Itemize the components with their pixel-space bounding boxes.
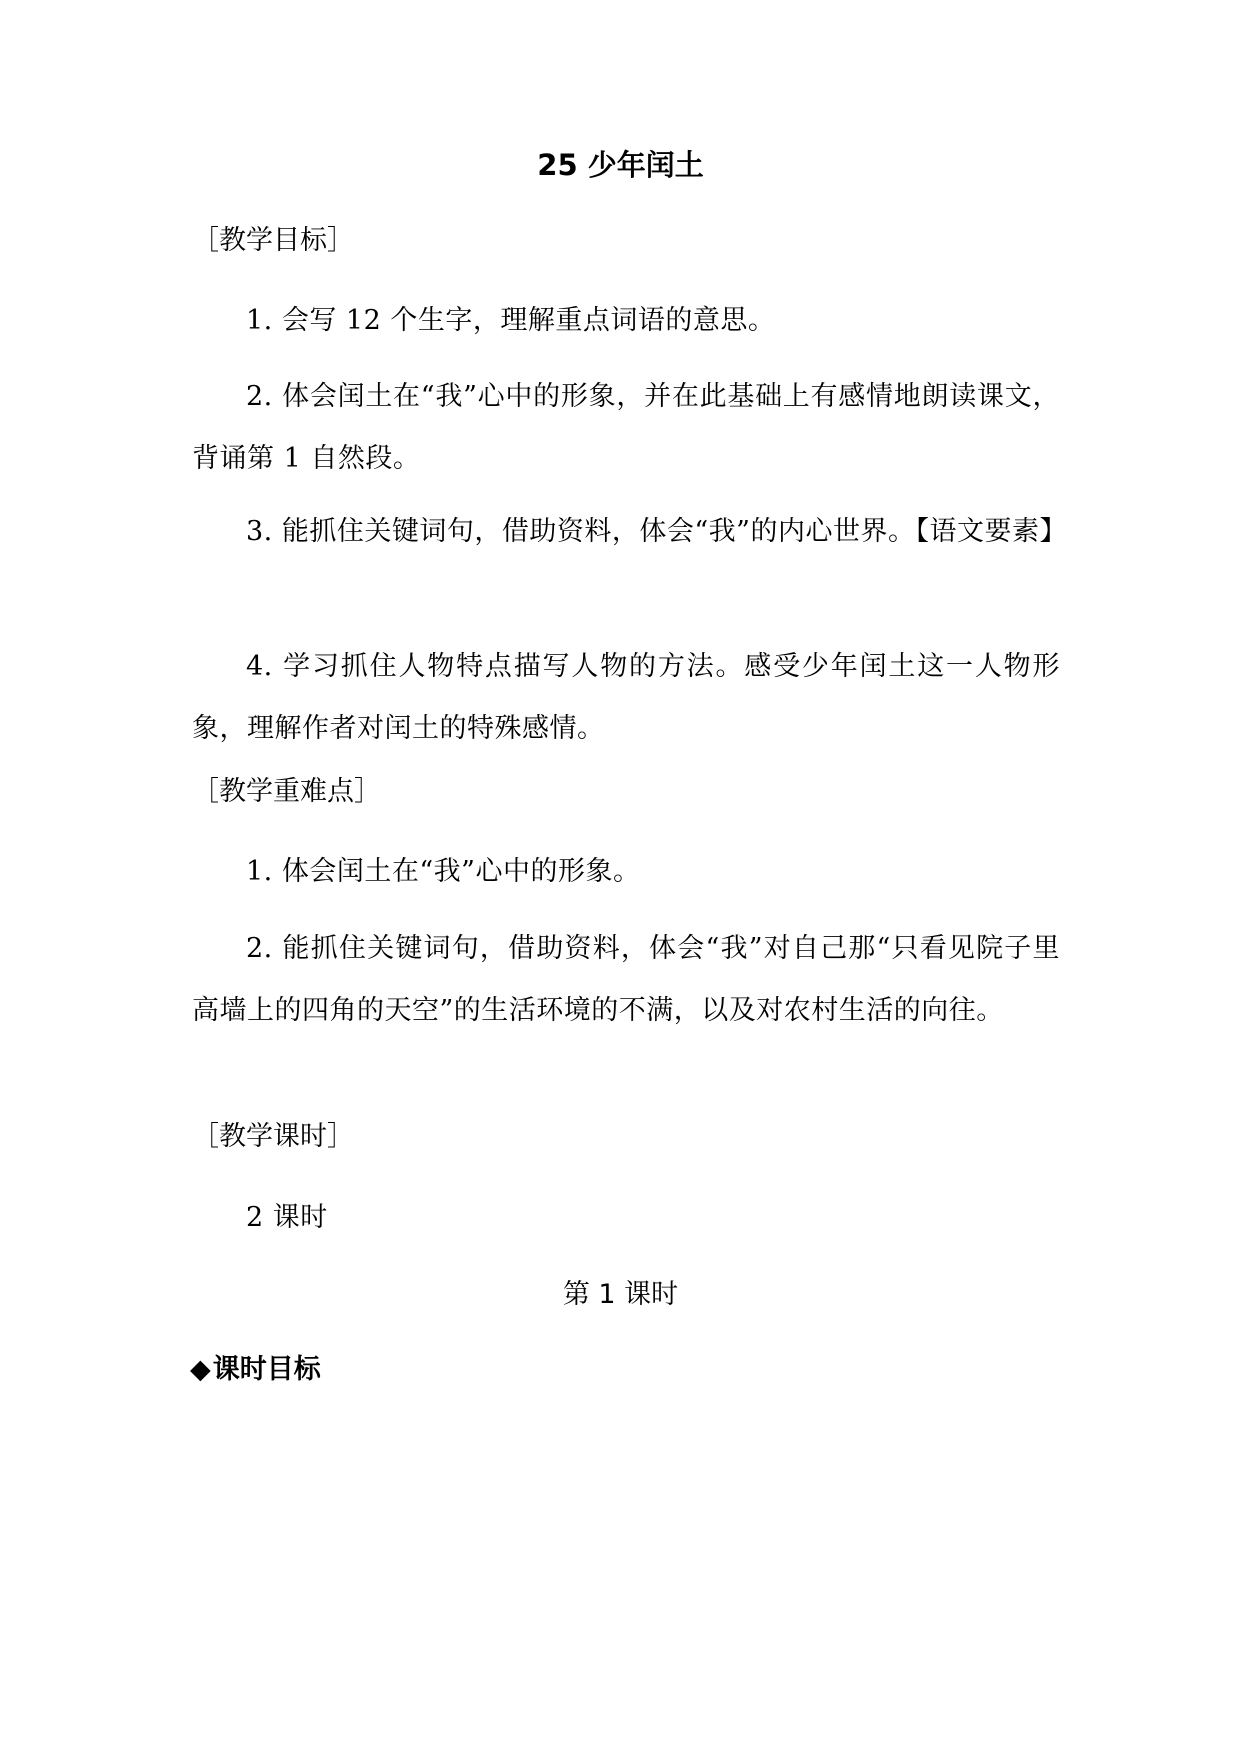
section-heading-key-points: ［教学重难点］ [192,776,381,807]
key-point-item-2: 2. 能抓住关键词句，借助资料，体会“我”对自己那“只看见院子里高墙上的四角的天空”的生活环境的不满，以及对农村生活的向往。 [192,933,1060,1026]
lesson-section-heading [190,1350,321,1390]
lesson-section-label: 课时目标 [212,1354,321,1385]
section-heading-class-hours: ［教学课时］ [192,1121,354,1152]
section-heading-teaching-goals: ［教学目标］ [192,225,354,256]
diamond-bullet-icon: ◆ [190,1354,211,1385]
goal-item-3: 3. 能抓住关键词句，借助资料，体会“我”的内心世界。【语文要素】 [246,516,1067,547]
goal-item-4: 4. 学习抓住人物特点描写人物的方法。感受少年闰土这一人物形象，理解作者对闰土的特殊感情。 [192,651,1060,744]
document-title: 25 少年闰土 [537,148,704,182]
class-hours-value: 2 课时 [246,1202,328,1233]
goal-item-1: 1. 会写 12 个生字，理解重点词语的意思。 [246,305,776,336]
goal-item-2: 2. 体会闰土在“我”心中的形象，并在此基础上有感情地朗读课文，背诵第 1 自然段。 [192,381,1060,474]
lesson-title: 第 1 课时 [562,1279,679,1310]
key-point-item-1: 1. 体会闰土在“我”心中的形象。 [246,856,641,887]
